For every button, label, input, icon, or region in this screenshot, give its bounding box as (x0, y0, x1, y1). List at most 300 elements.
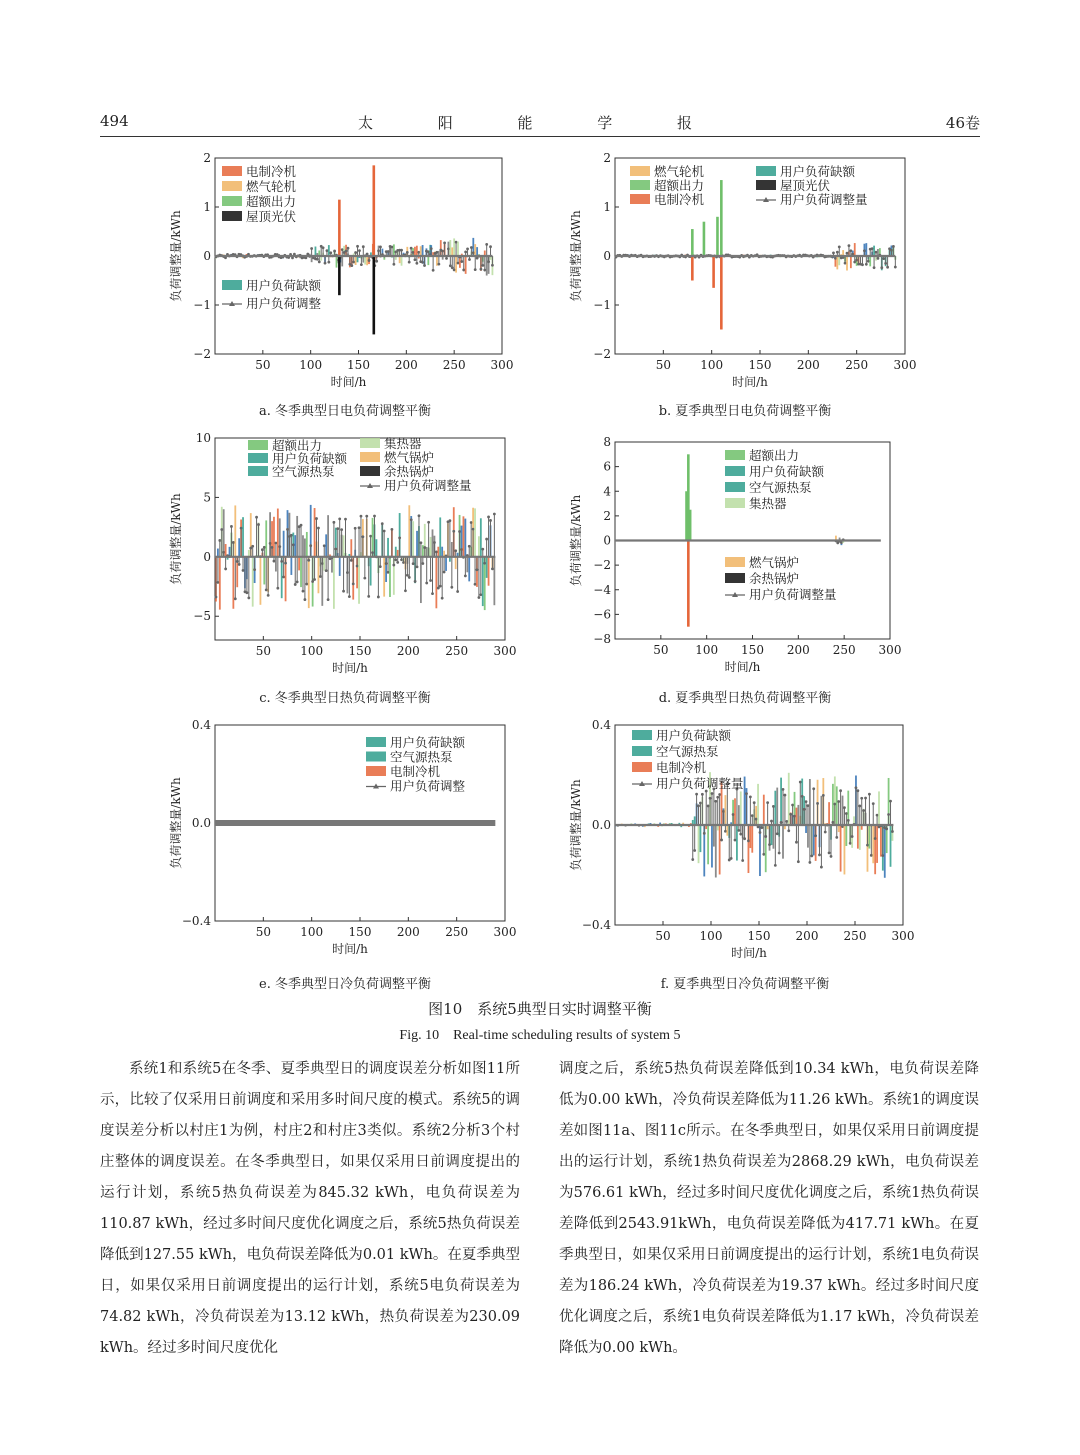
data-bar (780, 778, 782, 825)
x-tick-label: 200 (396, 644, 420, 658)
chart-a (160, 150, 530, 400)
legend-label: 用户负荷缺额 (390, 735, 466, 750)
data-bar (333, 557, 335, 609)
adjust-marker (348, 595, 351, 598)
adjust-marker (269, 542, 272, 545)
data-bar (457, 242, 459, 256)
data-bar (455, 557, 457, 569)
data-bar (304, 538, 306, 556)
data-bar (300, 557, 302, 587)
adjust-marker (296, 580, 299, 583)
data-bar (749, 825, 751, 848)
adjust-marker (751, 814, 754, 817)
adjust-marker (466, 247, 469, 250)
adjust-marker (356, 565, 359, 568)
adjust-marker (362, 535, 365, 538)
data-bar (757, 784, 759, 825)
legend-label: 电制冷机 (390, 764, 441, 779)
adjust-marker (394, 558, 397, 561)
adjust-marker (764, 835, 767, 838)
adjust-marker (453, 269, 456, 272)
legend-label: 屋顶光伏 (246, 209, 297, 224)
adjust-marker (265, 588, 268, 591)
adjust-marker (776, 832, 779, 835)
legend-label: 空气源热泵 (656, 744, 719, 759)
data-bar (401, 256, 403, 266)
data-bar (449, 240, 451, 256)
data-bar (869, 825, 871, 849)
adjust-marker (392, 263, 395, 266)
adjust-marker (709, 797, 712, 800)
data-bar (774, 791, 776, 825)
adjust-marker (838, 246, 841, 249)
data-bar (842, 796, 844, 825)
adjust-marker (358, 526, 361, 529)
adjust-marker (310, 247, 313, 250)
y-tick-label: −2 (593, 558, 611, 573)
adjust-marker (866, 844, 869, 847)
adjust-marker (447, 247, 450, 250)
spike-bar (720, 256, 723, 330)
adjust-marker (329, 251, 332, 254)
y-tick-label: 0 (203, 549, 211, 564)
legend-swatch (366, 766, 386, 776)
adjust-marker (429, 579, 432, 582)
legend-label: 余热锅炉 (749, 571, 800, 586)
data-bar (698, 825, 700, 863)
y-tick-label: −2 (593, 347, 611, 361)
spike-bar (338, 200, 341, 256)
adjust-marker (410, 247, 413, 250)
data-bar (788, 773, 790, 825)
adjust-marker (363, 577, 366, 580)
data-bar (441, 547, 443, 557)
data-bar (296, 516, 298, 557)
data-bar (486, 557, 488, 578)
adjust-marker (354, 527, 357, 530)
adjust-marker (421, 562, 424, 565)
adjust-marker (445, 257, 448, 260)
adjust-marker (391, 528, 394, 531)
adjust-marker (856, 789, 859, 792)
adjust-marker (450, 586, 453, 589)
adjust-marker (782, 788, 785, 791)
adjust-marker (396, 561, 399, 564)
data-bar (393, 244, 395, 256)
data-bar (273, 517, 275, 557)
caption-c: c. 冬季典型日热负荷调整平衡 (259, 691, 431, 706)
adjust-marker (839, 789, 842, 792)
legend-label: 用户负荷缺额 (656, 728, 732, 743)
adjust-marker (481, 548, 484, 551)
legend-swatch (360, 452, 380, 462)
spike-bar (716, 217, 719, 256)
adjust-marker (377, 249, 380, 252)
adjust-marker (313, 578, 316, 581)
legend-label: 用户负荷调整量 (656, 776, 744, 791)
y-axis-label: 负荷调整量/kWh (569, 210, 583, 302)
y-axis-label: 负荷调整量/kWh (169, 493, 183, 585)
y-tick-label: 4 (603, 484, 611, 499)
x-tick-label: 100 (300, 925, 324, 939)
data-bar (439, 517, 441, 556)
adjust-marker (867, 260, 870, 263)
adjust-marker (791, 804, 794, 807)
data-bar (480, 518, 482, 557)
adjust-marker (874, 837, 877, 840)
data-bar (453, 238, 455, 256)
adjust-marker (846, 252, 849, 255)
legend-swatch (632, 746, 652, 756)
data-bar (880, 825, 882, 857)
page-number: 494 (100, 112, 129, 130)
adjust-marker (224, 568, 227, 571)
y-tick-label: 0 (603, 533, 611, 548)
data-bar (445, 557, 447, 571)
legend-label: 空气源热泵 (390, 749, 453, 765)
data-bar (341, 256, 343, 266)
legend-label: 空气源热泵 (272, 464, 335, 479)
data-bar (302, 535, 304, 557)
data-bar (252, 557, 254, 607)
x-tick-label: 200 (795, 929, 819, 943)
data-bar (725, 795, 727, 825)
adjust-marker (701, 793, 704, 796)
adjust-marker (251, 545, 254, 548)
legend-label: 空气源热泵 (749, 480, 812, 495)
adjust-marker (360, 263, 363, 266)
data-bar (763, 795, 765, 825)
spike-bar (373, 165, 376, 256)
adjust-marker (862, 809, 865, 812)
adjust-marker (460, 548, 463, 551)
legend-label: 用户负荷缺额 (749, 464, 825, 479)
adjust-marker (861, 263, 864, 266)
x-tick-label: 150 (748, 358, 772, 372)
data-bar (427, 256, 429, 265)
adjust-marker (322, 246, 325, 249)
y-tick-label: −6 (593, 607, 611, 622)
adjust-marker (858, 805, 861, 808)
y-tick-label: 2 (603, 508, 611, 523)
x-tick-label: 200 (786, 643, 810, 657)
adjust-marker (734, 839, 737, 842)
data-bar (412, 521, 414, 557)
data-bar (805, 825, 807, 833)
adjust-marker (882, 257, 885, 260)
chart-b (560, 150, 930, 400)
data-bar (876, 825, 878, 863)
y-axis-label: 负荷调整量/kWh (569, 779, 583, 871)
adjust-marker (217, 581, 220, 584)
adjust-marker (875, 251, 878, 254)
adjust-marker (711, 792, 714, 795)
data-bar (298, 557, 300, 571)
adjust-marker (290, 534, 293, 537)
adjust-marker (404, 589, 407, 592)
data-bar (383, 557, 385, 597)
data-bar (238, 538, 240, 557)
adjust-marker (864, 797, 867, 800)
legend-label: 燃气锅炉 (384, 450, 435, 465)
data-bar (836, 256, 838, 269)
adjust-marker (745, 792, 748, 795)
data-bar (232, 557, 234, 609)
data-bar (275, 557, 277, 572)
y-tick-label: 1 (603, 200, 611, 214)
data-bar (328, 245, 330, 256)
adjust-marker (400, 558, 403, 561)
data-bar (437, 547, 439, 557)
adjust-marker (342, 590, 345, 593)
spike-bar (373, 256, 376, 334)
adjust-marker (352, 261, 355, 264)
adjust-marker (468, 545, 471, 548)
adjust-marker (807, 804, 810, 807)
data-bar (719, 825, 721, 874)
data-bar (260, 557, 262, 605)
adjust-marker (759, 831, 762, 834)
adjust-marker (449, 264, 452, 267)
data-bar (465, 256, 467, 274)
adjust-marker (326, 249, 329, 252)
adjust-marker (315, 517, 318, 520)
legend-swatch (630, 180, 650, 190)
adjust-marker (352, 582, 355, 585)
data-bar (751, 825, 753, 853)
y-tick-label: 0 (603, 249, 611, 263)
adjust-marker (485, 538, 488, 541)
data-bar (387, 538, 389, 557)
adjust-marker (824, 831, 827, 834)
adjust-marker (307, 559, 310, 562)
body-column-right (559, 1054, 979, 1364)
x-tick-label: 300 (891, 929, 915, 943)
data-bar (493, 557, 495, 605)
adjust-marker (324, 262, 327, 265)
x-tick-label: 250 (845, 358, 869, 372)
adjust-marker (311, 580, 314, 583)
adjust-marker (489, 245, 492, 248)
x-tick-label: 150 (741, 643, 764, 657)
adjust-marker (415, 262, 418, 265)
adjust-marker (347, 247, 350, 250)
adjust-marker (766, 801, 769, 804)
adjust-marker (793, 815, 796, 818)
legend-swatch (248, 440, 268, 450)
data-bar (376, 539, 378, 557)
adjust-marker (894, 266, 897, 269)
data-bar (364, 256, 366, 265)
data-bar (700, 825, 702, 852)
adjust-marker (892, 245, 895, 248)
data-bar (859, 825, 861, 850)
y-tick-label: −8 (593, 632, 611, 646)
data-bar (451, 542, 453, 557)
adjust-marker (491, 264, 494, 267)
adjust-marker (822, 794, 825, 797)
data-bar (277, 509, 279, 557)
adjust-marker (334, 548, 337, 551)
adjust-marker (489, 519, 492, 522)
adjust-marker (739, 833, 742, 836)
adjust-marker (271, 546, 274, 549)
adjust-marker (443, 571, 446, 574)
data-bar (219, 557, 221, 610)
legend-label: 电制冷机 (656, 760, 707, 775)
y-tick-label: 5 (203, 490, 211, 505)
y-axis-label: 负荷调整量/kWh (569, 494, 583, 587)
adjust-marker (834, 257, 837, 260)
adjust-marker (452, 530, 455, 533)
chart-c (160, 430, 530, 685)
adjust-marker (375, 260, 378, 263)
adjust-marker (849, 842, 852, 845)
caption-d: d. 夏季典型日热负荷调整平衡 (658, 691, 832, 706)
adjust-marker (493, 513, 496, 516)
adjust-marker (820, 866, 823, 869)
adjust-marker (460, 260, 463, 263)
adjust-marker (333, 521, 336, 524)
adjust-marker (860, 797, 863, 800)
adjust-marker (247, 596, 250, 599)
adjust-marker (437, 263, 440, 266)
adjust-marker (276, 587, 279, 590)
adjust-marker (263, 546, 266, 549)
legend-swatch (725, 573, 745, 583)
data-bar (339, 557, 341, 576)
adjust-marker (373, 515, 376, 518)
adjust-marker (812, 787, 815, 790)
legend-label: 燃气锅炉 (749, 555, 800, 570)
adjust-marker (722, 810, 725, 813)
adjust-marker (323, 544, 326, 547)
adjust-marker (408, 576, 411, 579)
data-bar (726, 825, 728, 836)
adjust-marker (340, 528, 343, 531)
adjust-marker (784, 794, 787, 797)
data-bar (840, 825, 842, 872)
adjust-marker (273, 560, 276, 563)
x-tick-label: 50 (255, 925, 271, 939)
data-bar (807, 825, 809, 848)
adjust-marker (316, 258, 319, 261)
adjust-marker (430, 247, 433, 250)
adjust-marker (480, 268, 483, 271)
adjust-marker (843, 806, 846, 809)
x-tick-label: 250 (832, 643, 856, 657)
x-tick-label: 200 (394, 358, 418, 372)
adjust-marker (855, 786, 858, 789)
data-bar (451, 247, 453, 256)
legend-label: 用户负荷调整 (390, 778, 466, 794)
adjust-marker (302, 590, 305, 593)
adjust-marker (261, 548, 264, 551)
data-bar (796, 808, 798, 825)
adjust-marker (350, 559, 353, 562)
data-bar (327, 515, 329, 557)
adjust-marker (423, 264, 426, 267)
adjust-marker (772, 805, 775, 808)
data-bar (740, 791, 742, 825)
spike-bar (691, 256, 694, 281)
panel-b (560, 150, 930, 425)
x-tick-label: 100 (300, 644, 324, 658)
adjust-marker (232, 541, 235, 544)
y-tick-label: 0.4 (191, 718, 211, 732)
adjust-marker (414, 258, 417, 261)
header-rule (100, 136, 980, 137)
adjust-marker (472, 528, 475, 531)
caption-f: f. 夏季典型日冷负荷调整平衡 (660, 977, 830, 992)
data-bar (476, 247, 478, 256)
legend-label: 用户负荷调整 (246, 296, 322, 311)
adjust-marker (844, 262, 847, 265)
adjust-marker (808, 861, 811, 864)
adjust-marker (474, 583, 477, 586)
adjust-marker (732, 813, 735, 816)
legend-label: 用户负荷调整量 (384, 478, 472, 493)
figure-title: 图10 系统5典型日实时调整平衡 (428, 1000, 652, 1018)
data-bar (809, 779, 811, 825)
legend-swatch (756, 180, 776, 190)
legend-label: 用户负荷调整量 (780, 192, 868, 207)
adjust-marker (880, 266, 883, 269)
adjust-marker (336, 527, 339, 530)
legend-label: 电制冷机 (654, 192, 705, 207)
adjust-marker (412, 251, 415, 254)
legend-swatch (360, 466, 380, 476)
x-tick-label: 50 (655, 929, 671, 943)
adjust-marker (458, 530, 461, 533)
adjust-marker (799, 781, 802, 784)
adjust-marker (431, 592, 434, 595)
data-bar (484, 557, 486, 610)
adjust-marker (356, 245, 359, 248)
adjust-marker (491, 568, 494, 571)
adjust-marker (280, 560, 283, 563)
adjust-marker (318, 261, 321, 264)
legend-label: 燃气轮机 (654, 164, 705, 179)
data-bar (713, 825, 715, 847)
adjust-marker (240, 527, 243, 530)
adjust-marker (760, 826, 763, 829)
adjust-marker (810, 854, 813, 857)
legend-label: 燃气轮机 (246, 179, 297, 194)
x-tick-label: 300 (878, 643, 902, 657)
adjust-marker (770, 820, 773, 823)
adjust-marker (768, 843, 771, 846)
adjust-marker (870, 854, 873, 857)
data-bar (797, 805, 799, 825)
adjust-marker (881, 854, 884, 857)
data-bar (336, 256, 338, 268)
adjust-marker (345, 249, 348, 252)
x-tick-label: 150 (348, 925, 372, 939)
panel-e (160, 715, 530, 995)
spike-bar (689, 510, 692, 541)
legend-swatch (222, 181, 242, 191)
journal-title: 太 阳 能 学 报 (357, 114, 723, 132)
adjust-marker (849, 249, 852, 252)
adjust-marker (873, 266, 876, 269)
data-bar (265, 520, 267, 556)
x-axis-label: 时间/h (332, 942, 368, 956)
adjust-marker (890, 249, 893, 252)
data-bar (408, 505, 410, 557)
data-bar (857, 825, 859, 849)
adjust-marker (423, 546, 426, 549)
